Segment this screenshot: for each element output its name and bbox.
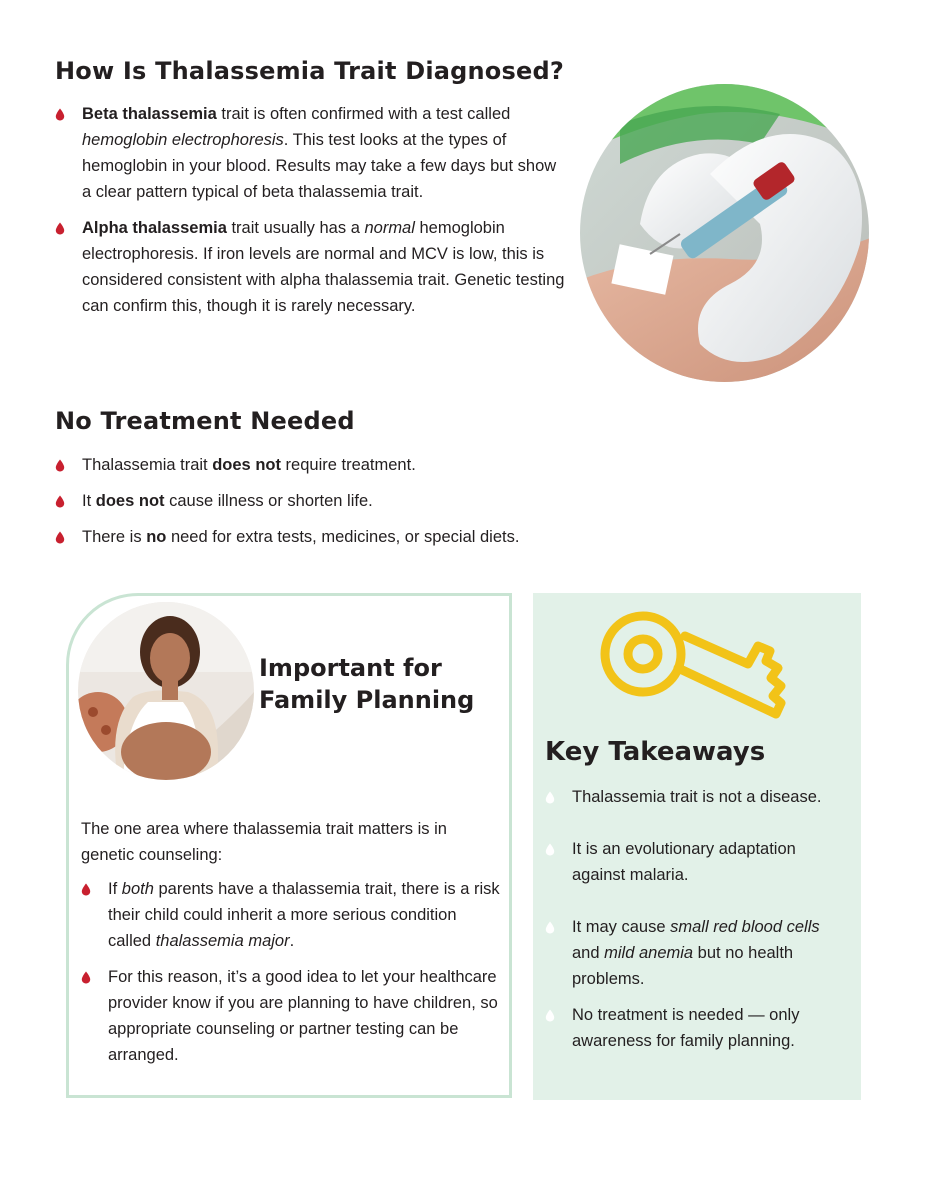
diagnosis-list — [55, 101, 565, 319]
list-item — [55, 101, 565, 205]
list-item — [545, 1002, 845, 1054]
text-run: Beta thalassemia — [82, 105, 217, 123]
blood-drop-icon — [55, 459, 65, 472]
text-run: and — [572, 944, 605, 962]
list-item — [81, 876, 501, 954]
blood-drop-icon — [545, 791, 555, 804]
text-run: Alpha thalassemia — [82, 219, 227, 237]
blood-drop-icon — [545, 921, 555, 934]
text-run: For this reason, it’s a good idea to let your healthcare provider know if you are planning to have children, so appropriate counseling or partner testing can be arranged. — [108, 968, 498, 1064]
blood-drop-icon — [55, 222, 65, 235]
text-run: no — [146, 528, 167, 546]
list-item — [545, 914, 845, 992]
family-planning-heading — [259, 652, 474, 716]
text-run: parents have a thalassemia trait, there is a risk their child could inherit a more serious condition called — [108, 880, 500, 950]
text-run: Thalassemia trait is not a disease. — [572, 788, 822, 806]
text-run: It is an evolutionary adaptation against malaria. — [572, 840, 796, 884]
family-heading-line1: Important for — [259, 654, 442, 682]
text-run: small red blood cells — [670, 918, 820, 936]
list-item — [545, 784, 845, 810]
text-run: thalassemia major — [155, 932, 290, 950]
key-takeaways-heading: Key Takeaways — [545, 737, 766, 767]
blood-drop-icon — [55, 108, 65, 121]
text-run: trait is often confirmed with a test called — [216, 105, 511, 123]
blood-draw-photo — [580, 84, 869, 382]
list-item — [55, 488, 615, 514]
blood-drop-icon — [545, 1009, 555, 1022]
family-intro: The one area where thalassemia trait matters is in genetic counseling: — [81, 820, 447, 864]
no-treatment-list — [55, 452, 615, 550]
list-item — [55, 215, 565, 319]
key-icon — [598, 606, 788, 728]
list-item — [55, 524, 615, 550]
text-run: No treatment is needed — only awareness for family planning. — [572, 1006, 800, 1050]
blood-drop-icon — [81, 883, 91, 896]
text-run: both — [121, 880, 154, 898]
blood-drop-icon — [55, 495, 65, 508]
text-run: normal — [364, 219, 415, 237]
text-run: require treatment. — [280, 456, 416, 474]
text-run: If — [108, 880, 122, 898]
text-run: . This test looks at the types of hemoglobin in your blood. Results may take a few days but show a clear pattern typical of beta thalassemia trait. — [82, 131, 557, 201]
family-planning-list — [81, 876, 501, 1068]
blood-drop-icon — [545, 843, 555, 856]
text-run: but no health problems. — [572, 944, 794, 988]
key-takeaways-list — [545, 784, 845, 1054]
heading-no-treatment: No Treatment Needed — [55, 407, 355, 435]
pregnant-woman-photo — [78, 602, 254, 780]
text-run: It may cause — [572, 918, 671, 936]
text-run: mild anemia — [604, 944, 694, 962]
blood-drop-icon — [55, 531, 65, 544]
family-heading-line2: Family Planning — [259, 686, 475, 714]
text-run: trait usually has a — [226, 219, 365, 237]
text-run: hemoglobin electrophoresis — [82, 131, 284, 149]
text-run: does not — [95, 492, 165, 510]
text-run: It — [82, 492, 96, 510]
list-item — [55, 452, 615, 478]
list-item — [81, 964, 501, 1068]
blood-drop-icon — [81, 971, 91, 984]
text-run: There is — [82, 528, 147, 546]
text-run: cause illness or shorten life. — [164, 492, 373, 510]
text-run: . — [289, 932, 295, 950]
text-run: does not — [212, 456, 281, 474]
heading-diagnosis: How Is Thalassemia Trait Diagnosed? — [55, 57, 564, 85]
list-item — [545, 836, 845, 888]
text-run: need for extra tests, medicines, or special diets. — [166, 528, 520, 546]
text-run: Thalassemia trait — [82, 456, 213, 474]
text-run: hemoglobin electrophoresis. If iron levels are normal and MCV is low, this is considered consistent with alpha thalassemia trait. Genetic testing can confirm this, though it is rarely necessary. — [82, 219, 565, 315]
